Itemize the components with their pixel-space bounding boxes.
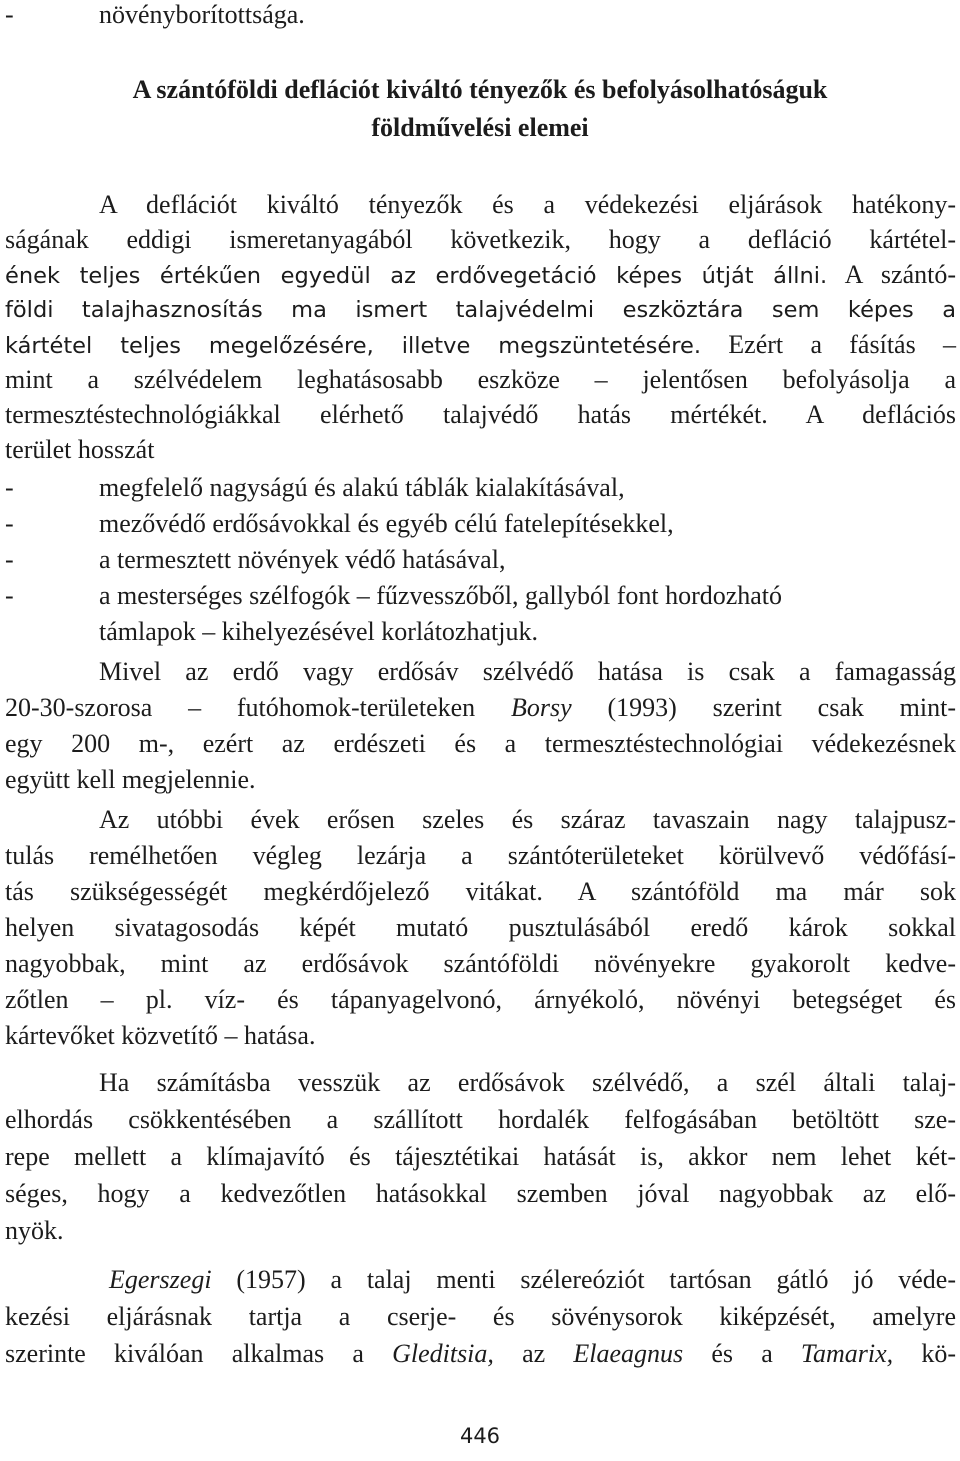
plant-genus: Tamarix, [800, 1339, 894, 1368]
list-item-continuation: támlapok – kihelyezésével korlátozhatjuk. [99, 617, 538, 646]
list-dash: - [5, 581, 14, 610]
paragraph1-line: terület hosszát [5, 435, 155, 464]
paragraph3-line: helyen sivatagosodás képét mutató pusztulásából eredő károk sokkal [5, 913, 956, 942]
list-item-text: mezővédő erdősávokkal és egyéb célú fatelepítésekkel, [99, 509, 674, 538]
cited-author: Borsy [510, 693, 572, 722]
cited-author: Egerszegi [109, 1265, 212, 1294]
paragraph1-line-part: Ezért a fásítás – [728, 330, 956, 359]
paragraph4-line: elhordás csökkentésében a szállított hordalék felfogásában betöltött sze- [5, 1105, 956, 1134]
paragraph2-line: Mivel az erdő vagy erdősáv szélvédő hatása is csak a famagasság [99, 657, 956, 686]
paragraph5-line-part: az [522, 1339, 546, 1368]
plant-genus: Gleditsia, [392, 1339, 494, 1368]
paragraph4-line: Ha számításba vesszük az erdősávok szélvédő, a szél általi talaj- [99, 1068, 956, 1097]
paragraph3-line: tulás remélhetően végleg lezárja a szántóterületeket körülvevő védőfásí- [5, 841, 956, 870]
paragraph2-line-part: 20-30-szorosa – futóhomok-területeken [5, 693, 476, 722]
paragraph1-line: földi talajhasznosítás ma ismert talajvédelmi eszköztára sem képes a [5, 297, 956, 323]
plant-genus: Elaeagnus [573, 1339, 684, 1368]
paragraph1-line: A deflációt kiváltó tényezők és a védekezési eljárások hatékony- [99, 190, 956, 219]
list-item-text: a mesterséges szélfogók – fűzvesszőből, gallyból font hordozható [99, 581, 783, 610]
list-dash: - [5, 473, 14, 502]
paragraph4-line: repe mellett a klímajavító és tájesztétikai hatását is, akkor nem lehet két- [5, 1142, 956, 1171]
top-list-item [5, 0, 956, 33]
page-number: 446 [459, 1424, 501, 1448]
paragraph2-line: együtt kell megjelennie. [5, 765, 256, 794]
paragraph3-line: tás szükségességét megkérdőjelező vitákat. A szántóföld ma már sok [5, 877, 956, 906]
paragraph1-line [5, 257, 956, 293]
paragraph1-line-part: ének teljes értékűen egyedül az erdővegetáció képes útját állni. [5, 263, 828, 289]
paragraph3-line: zőtlen – pl. víz- és tápanyagelvonó, árnyékoló, növényi betegséget és [5, 985, 956, 1014]
section-title-line-1: A szántóföldi deflációt kiváltó tényezők és befolyásolhatóságuk [132, 75, 828, 104]
list-item-text: a termesztett növények védő hatásával, [99, 545, 506, 574]
paragraph4-line: séges, hogy a kedvezőtlen hatásokkal szemben jóval nagyobbak az elő- [5, 1179, 956, 1208]
paragraph5-line-part: kö- [921, 1339, 957, 1368]
paragraph1-line-part: termesztéstechnológiákkal elérhető talajvédő hatás mértékét. [5, 400, 768, 429]
section-title-line-2: földművelési elemei [371, 113, 589, 142]
paragraph1-line: mint a szélvédelem leghatásosabb eszköze – jelentősen befolyásolja a [5, 365, 956, 394]
list-dash: - [5, 0, 14, 29]
list-item [5, 506, 956, 542]
paragraph5-line [5, 1336, 956, 1372]
paragraph3-line: Az utóbbi évek erősen szeles és száraz tavaszain nagy talajpusz- [99, 805, 956, 834]
paragraph3-line: kártevőket közvetítő – hatása. [5, 1021, 316, 1050]
paragraph1-line-part: A szántó- [844, 260, 957, 289]
paragraph3-line: nagyobbak, mint az erdősávok szántóföldi növényekre gyakorolt kedve- [5, 949, 956, 978]
list-item [5, 470, 956, 506]
list-dash: - [5, 509, 14, 538]
paragraph5-line: kezési eljárásnak tartja a cserje- és sövénysorok kiképzését, amelyre [5, 1302, 956, 1331]
list-item-text: növényborítottsága. [99, 0, 305, 29]
paragraph4-line: nyök. [5, 1216, 64, 1245]
paragraph5-line-part: szerinte kiválóan alkalmas a [5, 1339, 364, 1368]
paragraph2-line-part: (1993) szerint csak mint- [607, 693, 957, 722]
list-item [5, 542, 956, 578]
list-item [5, 578, 956, 614]
paragraph5-line-part: és a [711, 1339, 773, 1368]
list-item-text: megfelelő nagyságú és alakú táblák kialakításával, [99, 473, 625, 502]
paragraph1-line [5, 327, 956, 363]
paragraph1-line: ságának eddigi ismeretanyagából következik, hogy a defláció kártétel- [5, 225, 956, 254]
paragraph5-line [5, 1262, 956, 1298]
paragraph5-line-part: (1957) a talaj menti szélereóziót tartósan gátló jó véde- [236, 1265, 957, 1294]
paragraph2-line [5, 690, 956, 726]
paragraph2-line: egy 200 m-, ezért az erdészeti és a termesztéstechnológiai védekezésnek [5, 729, 956, 758]
list-dash: - [5, 545, 14, 574]
paragraph1-line-part: A deflációs [805, 400, 956, 429]
paragraph1-line [5, 397, 956, 433]
paragraph1-line-part: kártétel teljes megelőzésére, illetve megszüntetésére. [5, 333, 701, 359]
